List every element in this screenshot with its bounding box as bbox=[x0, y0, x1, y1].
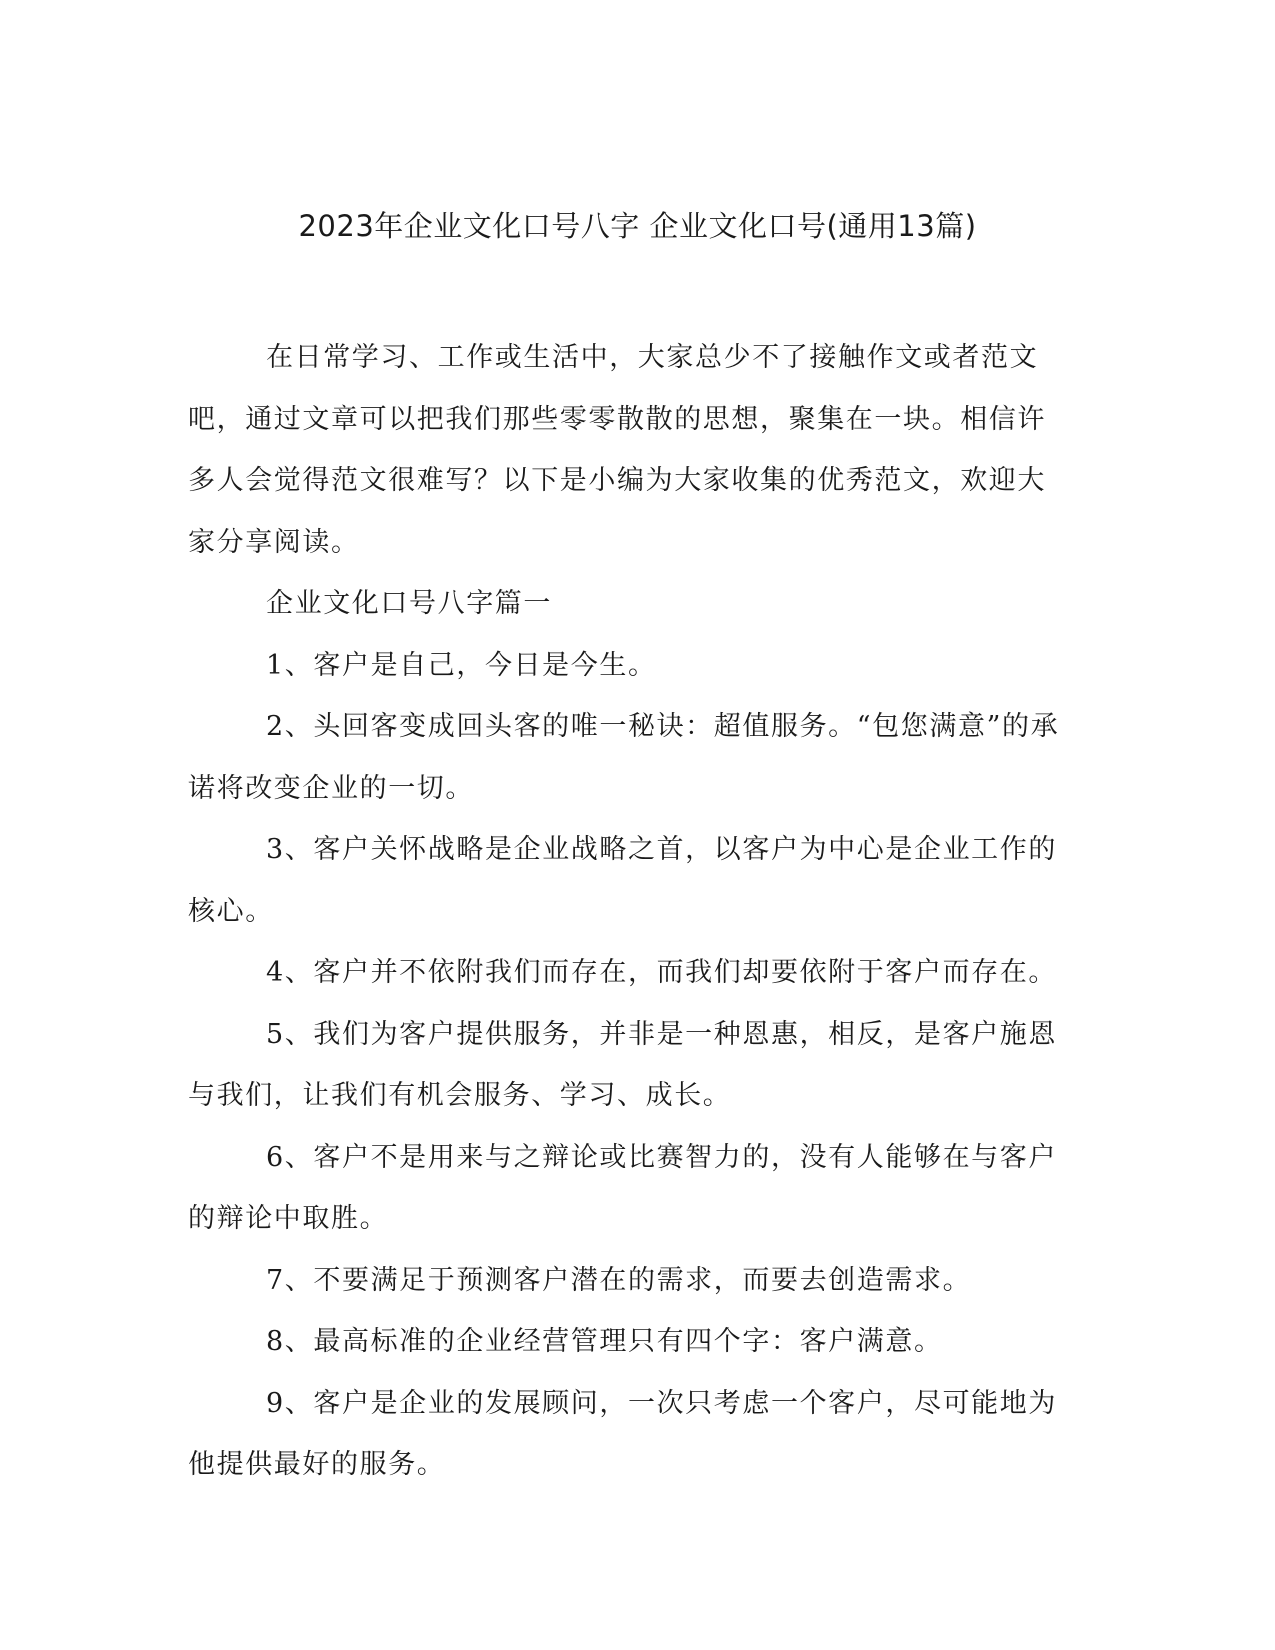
section-heading: 企业文化口号八字篇一 bbox=[266, 588, 552, 619]
slogan-item-6: 6、客户不是用来与之辩论或比赛智力的，没有人能够在与客户的辩论中取胜。 bbox=[188, 1141, 1057, 1234]
slogan-item-5: 5、我们为客户提供服务，并非是一种恩惠，相反，是客户施恩与我们，让我们有机会服务、学习、成长。 bbox=[188, 1018, 1057, 1111]
slogan-item-8: 8、最高标准的企业经营管理只有四个字：客户满意。 bbox=[266, 1326, 943, 1357]
slogan-item-1: 1、客户是自己，今日是今生。 bbox=[266, 649, 657, 681]
slogan-item-3: 3、客户关怀战略是企业战略之首，以客户为中心是企业工作的核心。 bbox=[188, 834, 1057, 927]
slogan-item-4: 4、客户并不依附我们而存在，而我们却要依附于客户而存在。 bbox=[266, 957, 1057, 988]
slogan-item-7: 7、不要满足于预测客户潜在的需求，而要去创造需求。 bbox=[266, 1264, 972, 1296]
document-title: 2023年企业文化口号八字 企业文化口号(通用13篇) bbox=[298, 209, 977, 243]
slogan-item-9: 9、客户是企业的发展顾问，一次只考虑一个客户，尽可能地为他提供最好的服务。 bbox=[188, 1387, 1057, 1480]
slogan-item-2: 2、头回客变成回头客的唯一秘诀：超值服务。“包您满意”的承诺将改变企业的一切。 bbox=[188, 711, 1060, 804]
document-body bbox=[188, 327, 1068, 1496]
intro-paragraph: 在日常学习、工作或生活中，大家总少不了接触作文或者范文吧，通过文章可以把我们那些零零散散的思想，聚集在一块。相信许多人会觉得范文很难写？以下是小编为大家收集的优秀范文，欢迎大家分享阅读。 bbox=[188, 342, 1046, 558]
